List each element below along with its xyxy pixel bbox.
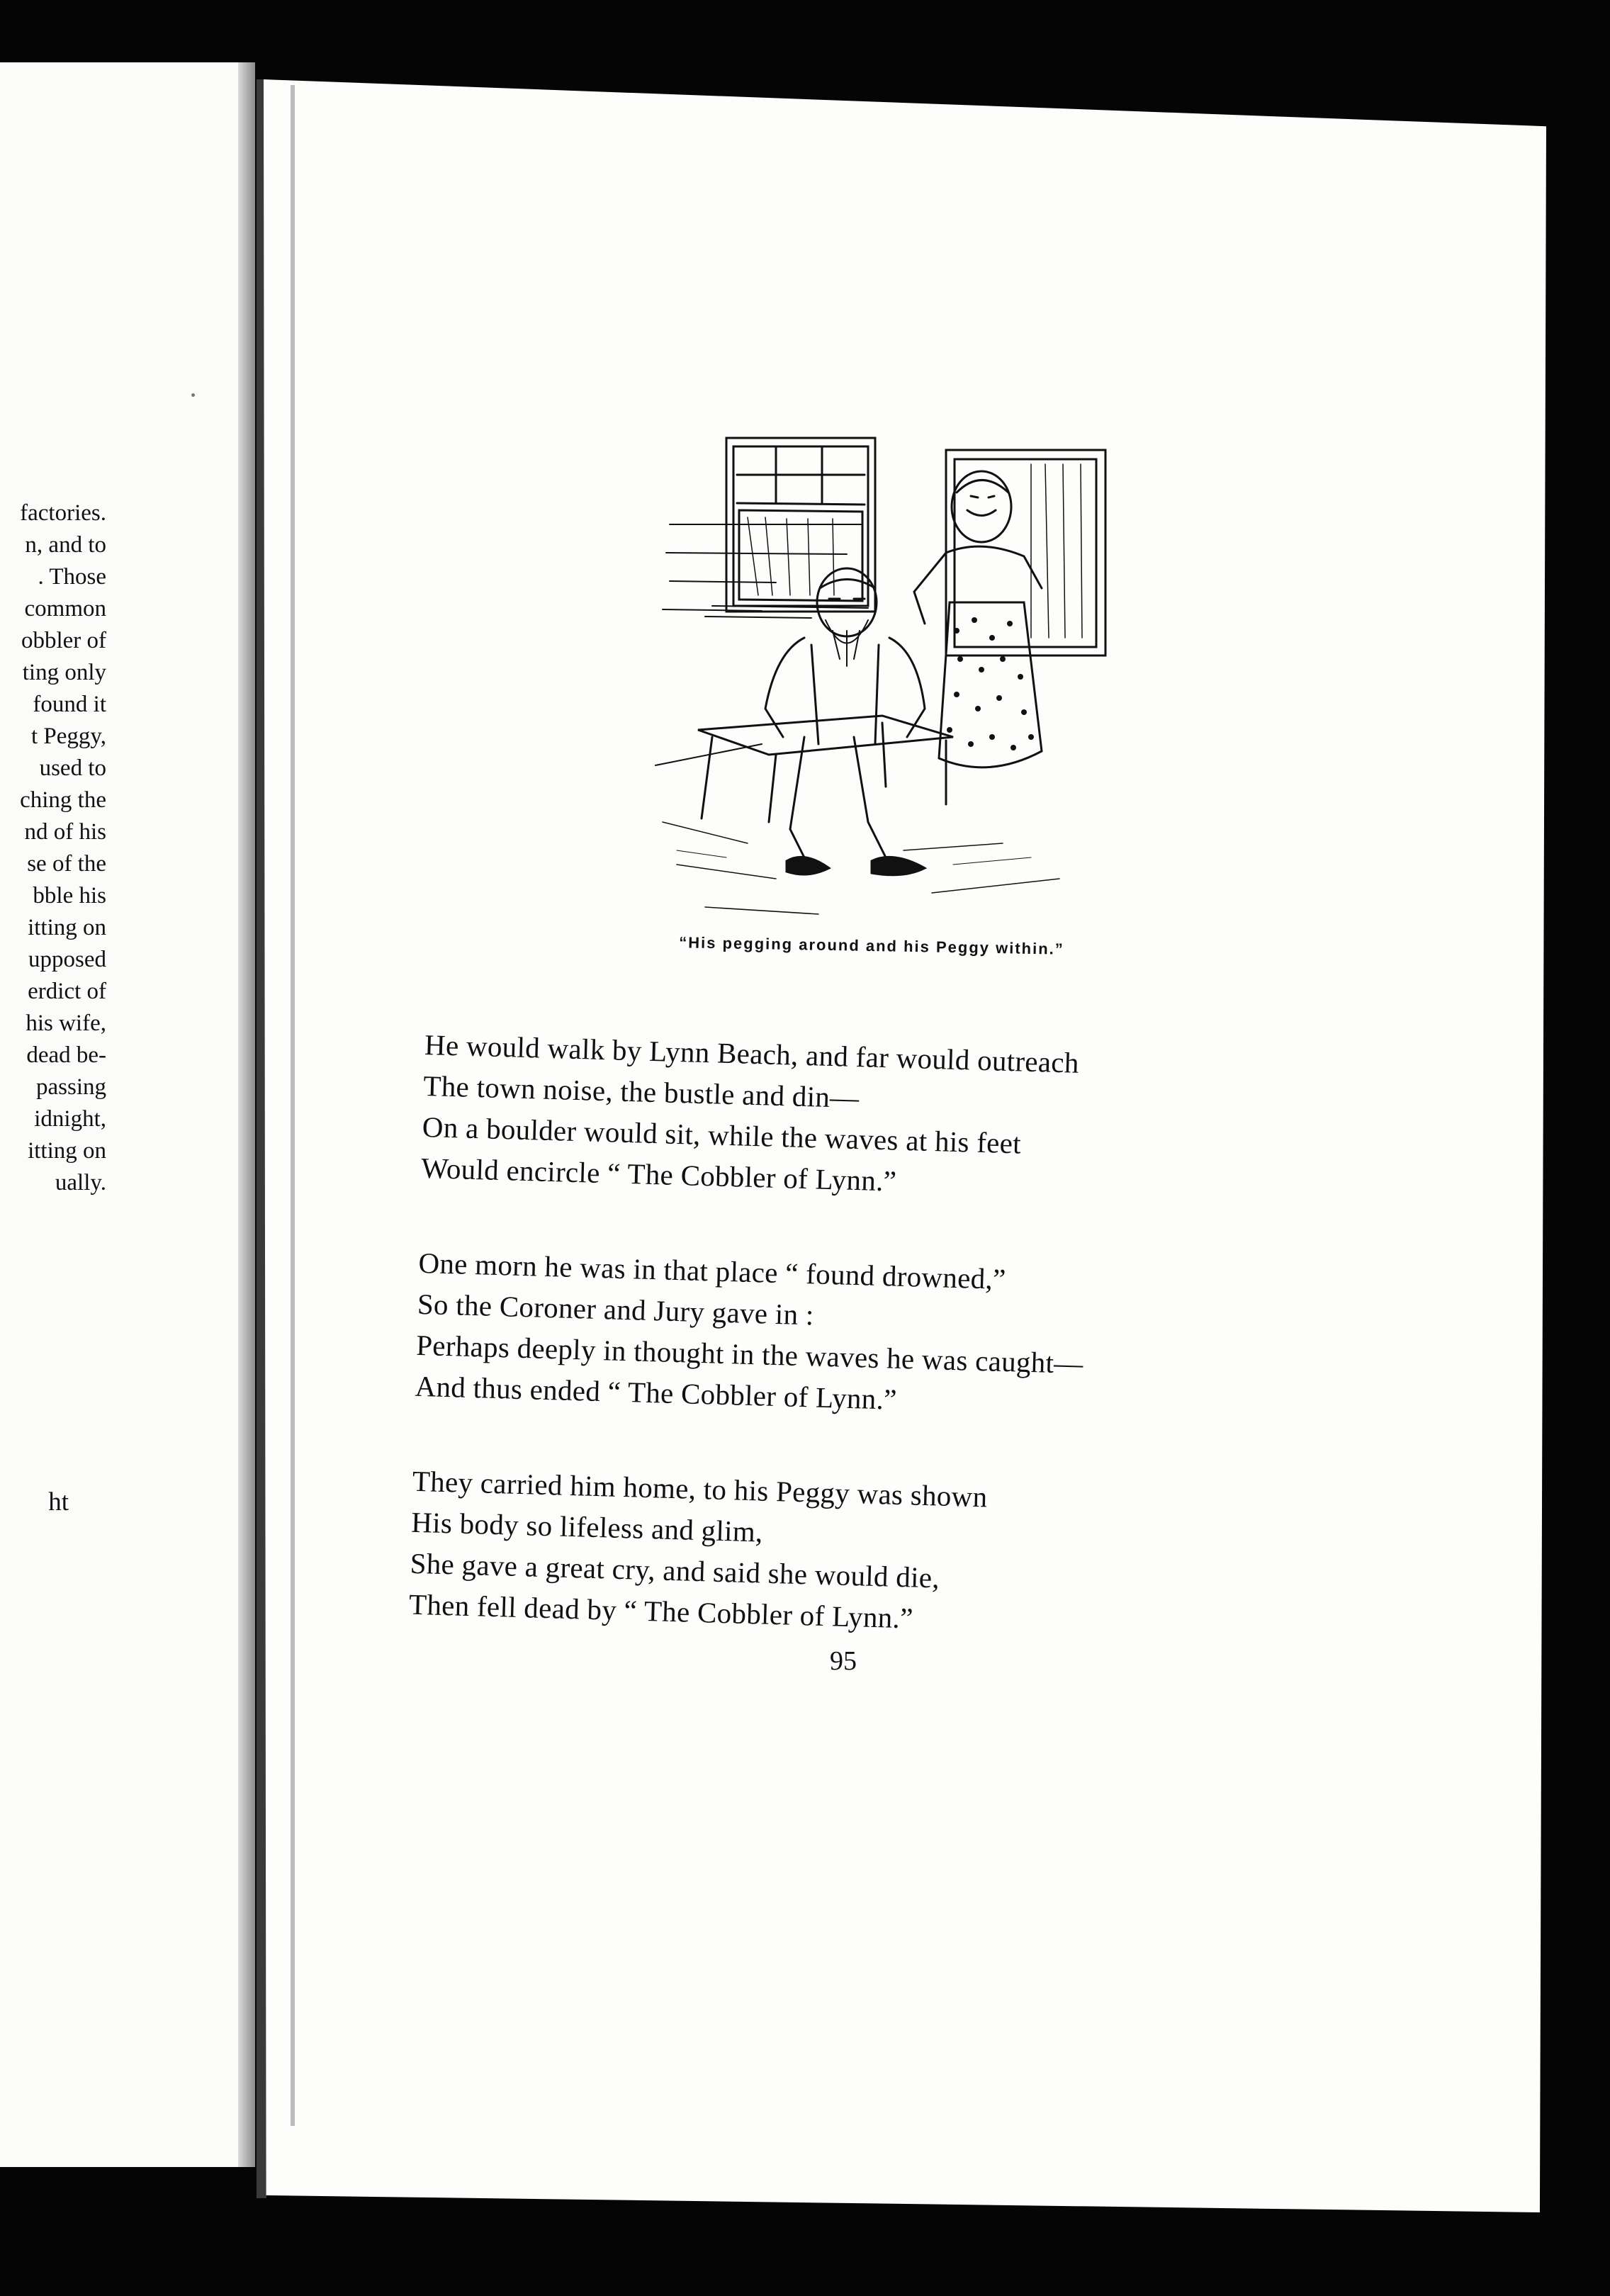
left-line: ually. bbox=[55, 1170, 106, 1195]
left-line: . Those bbox=[38, 564, 106, 590]
verse-line: Would encircle “ The Cobbler of Lynn.” bbox=[420, 1151, 897, 1198]
left-line: itting on bbox=[28, 1138, 106, 1164]
left-line: dead be- bbox=[26, 1042, 106, 1068]
poem bbox=[407, 1024, 1275, 1702]
speck bbox=[191, 393, 195, 397]
left-line: se of the bbox=[27, 851, 106, 877]
left-line: his wife, bbox=[26, 1011, 106, 1036]
left-page-text bbox=[0, 497, 106, 1199]
verse-line: The town noise, the bustle and din— bbox=[422, 1069, 860, 1115]
verse-line: So the Coroner and Jury gave in : bbox=[417, 1287, 815, 1332]
left-line: bble his bbox=[33, 883, 106, 908]
illustration-caption: “His pegging around and his Peggy within.” bbox=[679, 933, 1064, 958]
verse-line: He would walk by Lynn Beach, and far would outreach bbox=[424, 1028, 1080, 1079]
left-line: found it bbox=[33, 692, 106, 717]
left-line: erdict of bbox=[28, 979, 106, 1004]
left-line: ching the bbox=[20, 787, 106, 813]
left-line: passing bbox=[36, 1074, 106, 1100]
left-line: t Peggy, bbox=[30, 724, 106, 749]
verse-line: They carried him home, to his Peggy was shown bbox=[412, 1464, 989, 1514]
left-line: obbler of bbox=[21, 628, 106, 653]
verse-line: One morn he was in that place “ found drowned,” bbox=[417, 1246, 1007, 1296]
page-number: 95 bbox=[830, 1646, 857, 1676]
stanza bbox=[408, 1461, 1263, 1648]
left-line: itting on bbox=[28, 915, 106, 940]
left-line: used to bbox=[39, 755, 106, 781]
verse-line: His body so lifeless and glim, bbox=[410, 1505, 764, 1548]
left-line: ting only bbox=[22, 660, 106, 685]
left-line: n, and to bbox=[25, 532, 106, 558]
left-line: upposed bbox=[28, 947, 106, 972]
cobbler-illustration bbox=[634, 425, 1116, 932]
left-line: factories. bbox=[20, 500, 106, 526]
stanza bbox=[421, 1024, 1276, 1212]
verse-line: She gave a great cry, and said she would die, bbox=[410, 1546, 940, 1594]
page-gutter bbox=[238, 62, 255, 2167]
left-bottom-fragment: ht bbox=[48, 1487, 69, 1516]
stanza bbox=[415, 1242, 1269, 1430]
verse-line: And thus ended “ The Cobbler of Lynn.” bbox=[415, 1369, 898, 1416]
left-line: common bbox=[24, 596, 106, 621]
left-line: idnight, bbox=[34, 1106, 106, 1132]
verse-line: Perhaps deeply in thought in the waves he was caught— bbox=[415, 1328, 1084, 1380]
verse-line: On a boulder would sit, while the waves at his feet bbox=[422, 1110, 1022, 1160]
left-line: nd of his bbox=[24, 819, 106, 845]
page-fold-line bbox=[291, 85, 295, 2126]
verse-line: Then fell dead by “ The Cobbler of Lynn.” bbox=[408, 1587, 914, 1635]
